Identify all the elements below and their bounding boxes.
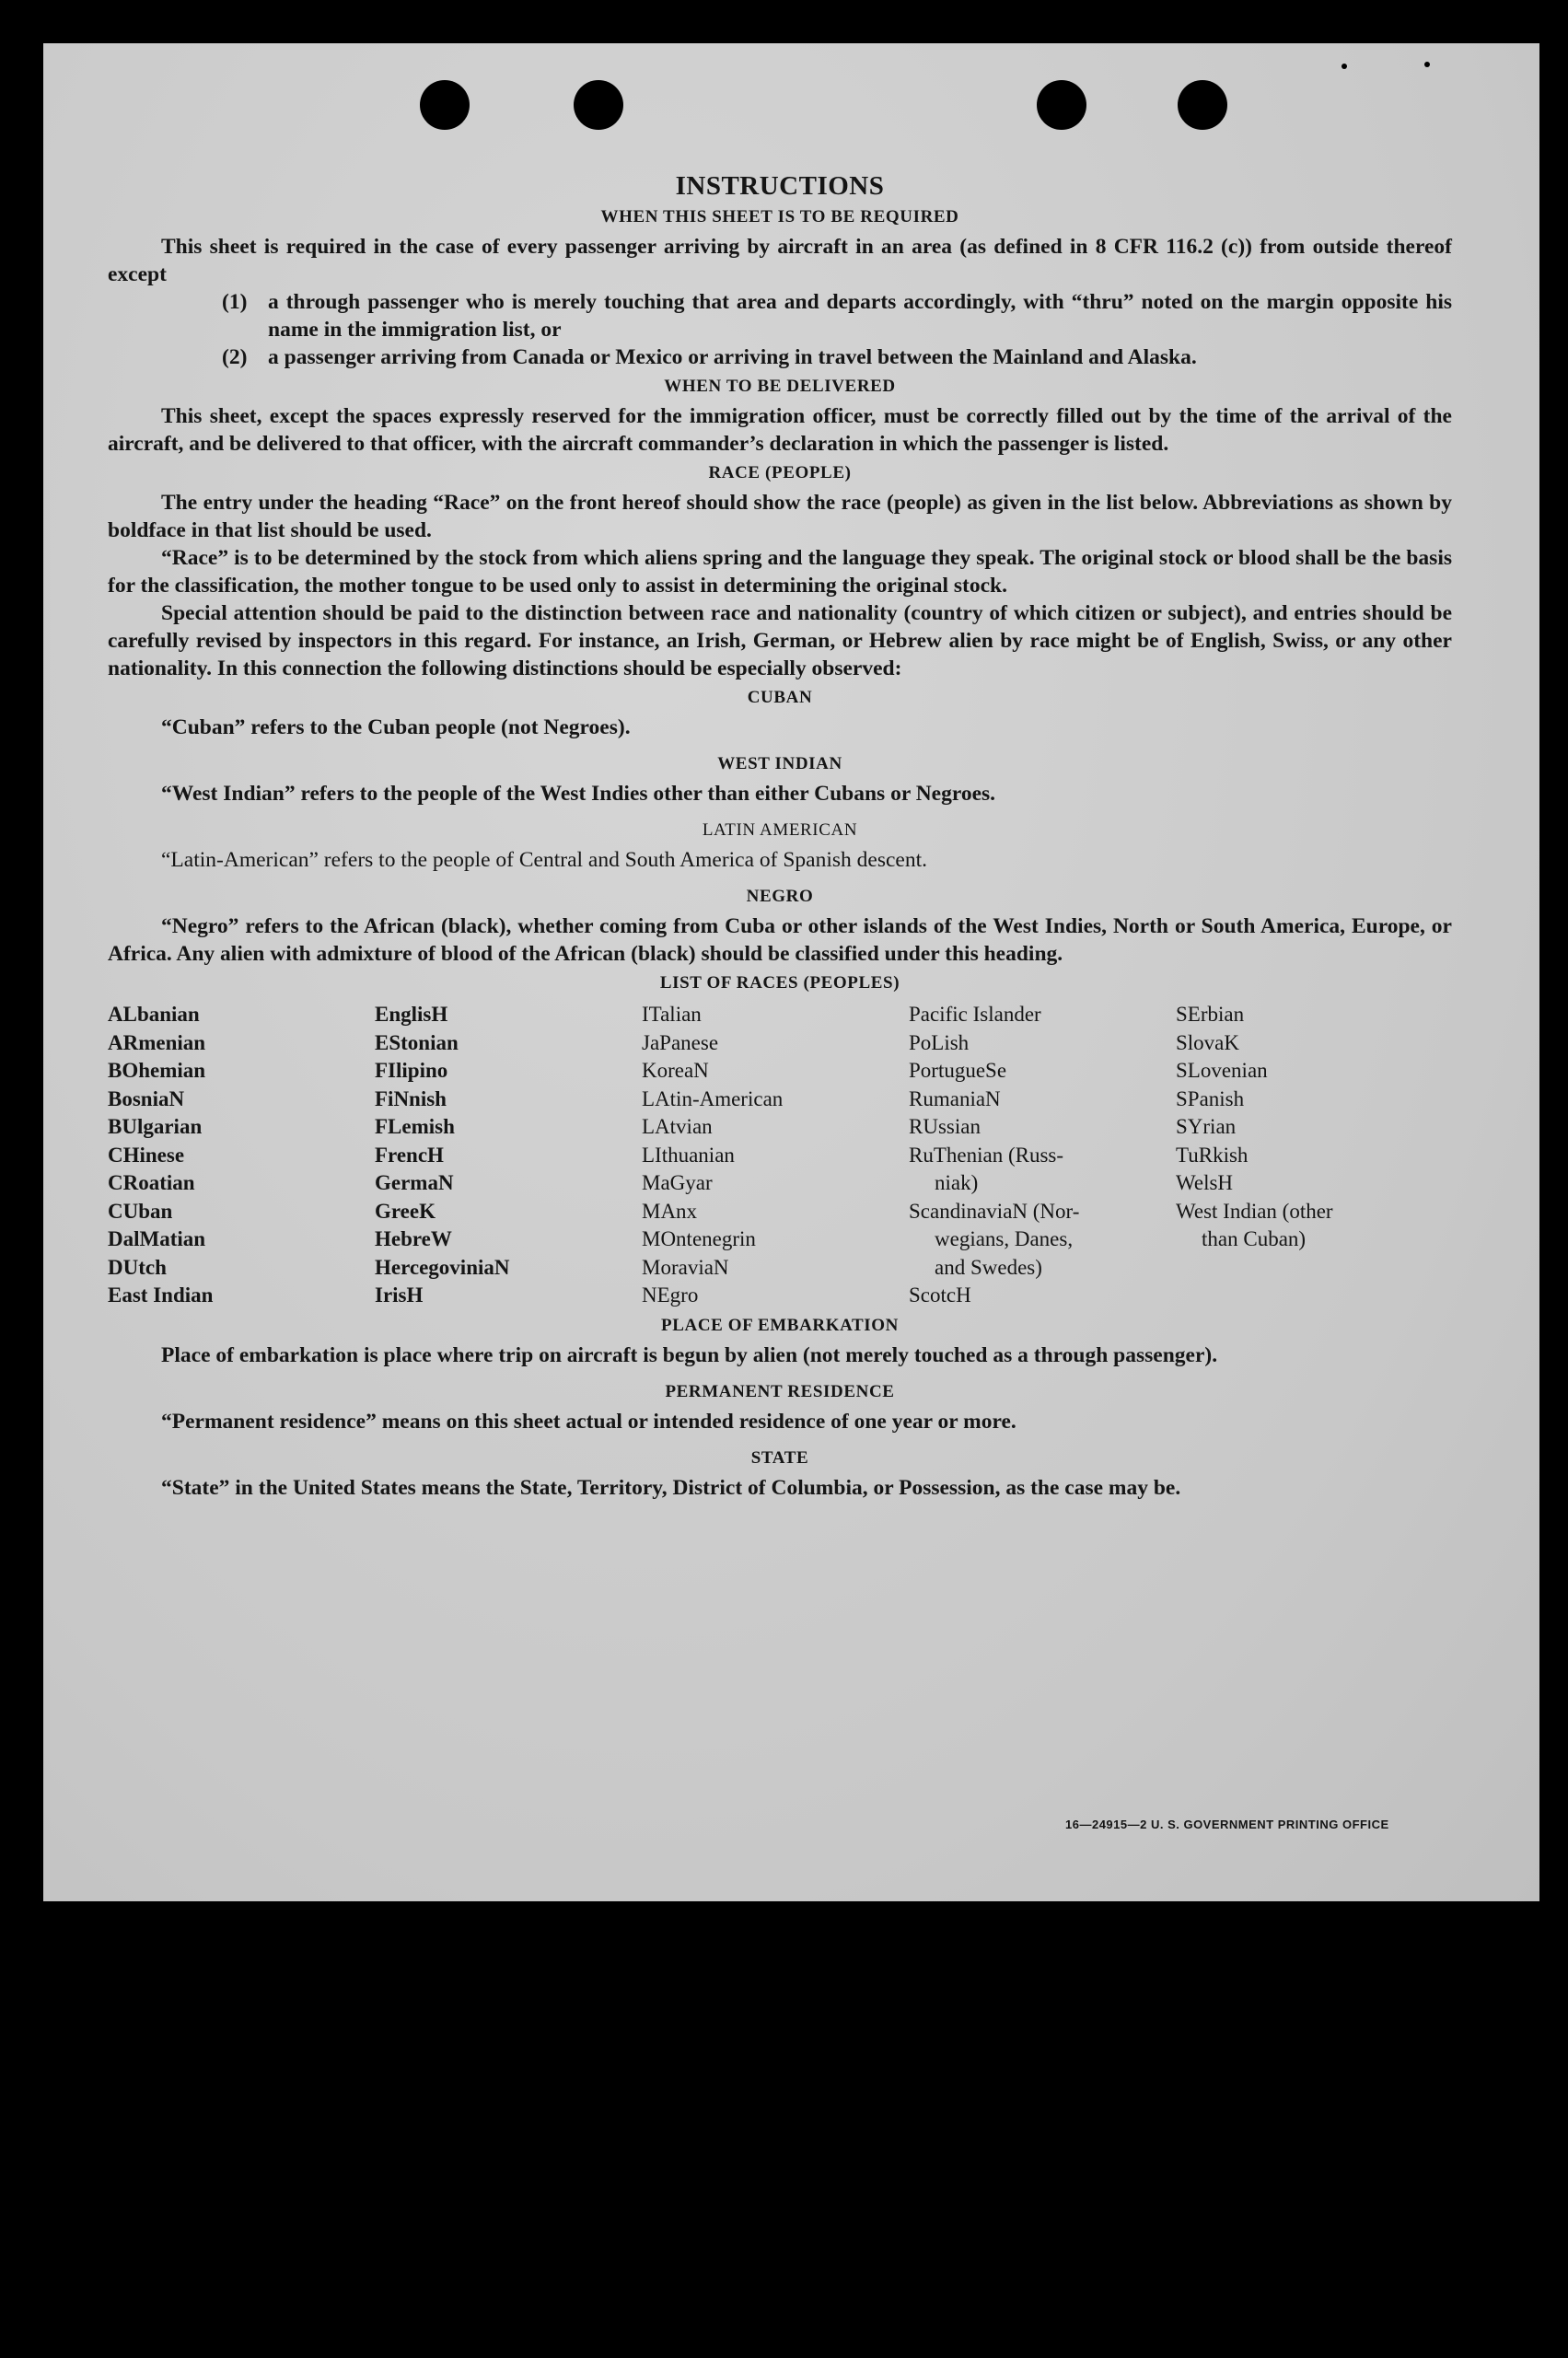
race-entry: FiNnish — [375, 1086, 447, 1110]
heading-when-required: WHEN THIS SHEET IS TO BE REQUIRED — [600, 207, 959, 227]
race-entry: ScotcH — [909, 1284, 971, 1307]
race-entry: RUssian — [909, 1115, 981, 1138]
race-entry: DalMatian — [108, 1227, 206, 1250]
race-column-1 — [108, 1001, 375, 1310]
race-entry: TuRkish — [1176, 1143, 1249, 1167]
race-entry: SPanish — [1176, 1086, 1245, 1110]
required-intro: This sheet is required in the case of every passenger arriving by aircraft in an area (as defined in 8 CFR 116.2 (c)) from outside thereof except — [108, 235, 1452, 286]
heading-list-of-races: LIST OF RACES (PEOPLES) — [659, 973, 900, 993]
race-entry: ITalian — [642, 1003, 702, 1026]
race-entry: FrencH — [375, 1143, 444, 1167]
printer-imprint: 16—24915—2 U. S. GOVERNMENT PRINTING OFFICE — [1065, 1818, 1389, 1831]
race-entry: CHinese — [108, 1143, 185, 1167]
race-entry: SlovaK — [1176, 1030, 1239, 1054]
race-entry: LAtvian — [642, 1115, 713, 1138]
race-column-2 — [375, 1001, 642, 1310]
race-entry: LIthuanian — [642, 1143, 735, 1167]
race-entry: MoraviaN — [642, 1255, 729, 1279]
race-entry: BUlgarian — [108, 1115, 203, 1138]
race-entry: NEgro — [642, 1284, 699, 1307]
race-list-table — [108, 1001, 1452, 1310]
heading-state: STATE — [750, 1447, 809, 1468]
heading-west-indian: WEST INDIAN — [717, 754, 842, 773]
race-entry: West Indian (other — [1176, 1199, 1333, 1223]
heading-permanent-residence: PERMANENT RESIDENCE — [665, 1381, 895, 1401]
race-entry: GreeK — [375, 1199, 436, 1223]
race-entry: MaGyar — [642, 1171, 713, 1194]
heading-race: RACE (PEOPLE) — [708, 463, 852, 482]
race-column-4 — [909, 1001, 1176, 1310]
scan-speck — [1342, 64, 1347, 69]
race-column-3 — [642, 1001, 909, 1310]
race-entry: IrisH — [375, 1284, 424, 1307]
race-entry: EnglisH — [375, 1003, 448, 1026]
race-entry: FIlipino — [375, 1059, 448, 1082]
race-entry: ARmenian — [108, 1030, 206, 1054]
race-entry: ScandinaviaN (Nor- — [909, 1199, 1080, 1223]
scanned-document-sheet — [43, 43, 1539, 1901]
race-entry: DUtch — [108, 1255, 167, 1279]
instructions-body — [108, 170, 1452, 1502]
west-indian-text: “West Indian” refers to the people of the West Indies other than either Cubans or Negroes. — [161, 782, 996, 806]
race-entry: MOntenegrin — [642, 1227, 756, 1250]
race-entry: niak) — [935, 1171, 979, 1194]
punch-hole — [1037, 80, 1086, 130]
race-entry: RumaniaN — [909, 1086, 1001, 1110]
race-paragraph-2: “Race” is to be determined by the stock from which aliens spring and the language they speak. The original stock or blood shall be the basis for the classification, the mother tongue to be used only to assist in determining the original stock. — [108, 546, 1452, 598]
race-entry: JaPanese — [642, 1030, 719, 1054]
punch-hole — [1178, 80, 1227, 130]
race-entry: BOhemian — [108, 1059, 206, 1082]
race-entry: than Cuban) — [1202, 1227, 1307, 1250]
race-entry: wegians, Danes, — [935, 1227, 1074, 1250]
exception-number: (1) — [222, 290, 248, 314]
residence-text: “Permanent residence” means on this sheet actual or intended residence of one year or more. — [161, 1409, 1016, 1434]
race-entry: FLemish — [375, 1115, 455, 1138]
race-entry: PoLish — [909, 1030, 970, 1054]
heading-negro: NEGRO — [746, 887, 814, 906]
exception-number: (2) — [222, 345, 248, 369]
race-entry: SErbian — [1176, 1003, 1245, 1026]
race-entry: EStonian — [375, 1030, 459, 1054]
race-entry: and Swedes) — [935, 1255, 1042, 1279]
exception-text: a passenger arriving from Canada or Mexico or arriving in travel between the Mainland and Alaska. — [268, 345, 1197, 369]
exception-item — [222, 343, 1452, 371]
race-entry: Pacific Islander — [909, 1003, 1041, 1026]
race-paragraph-1: The entry under the heading “Race” on the front hereof should show the race (people) as given in the list below. Abbreviations as shown by boldface in that list should be used. — [108, 491, 1452, 542]
latin-american-text: “Latin-American” refers to the people of Central and South America of Spanish descent. — [161, 848, 928, 872]
race-entry: MAnx — [642, 1199, 698, 1223]
race-entry: LAtin-American — [642, 1086, 784, 1110]
heading-latin-american: LATIN AMERICAN — [702, 820, 858, 840]
punch-hole — [574, 80, 623, 130]
negro-text: “Negro” refers to the African (black), whether coming from Cuba or other islands of the West Indies, North or South America, Europe, or Africa. Any alien with admixture of blood of the African (black) should be classified under this heading. — [108, 914, 1452, 966]
race-paragraph-3: Special attention should be paid to the distinction between race and nationality (country of which citizen or subject), and entries should be carefully revised by inspectors in this regard. For instance, an Irish, German, or Hebrew alien by race might be of English, Swiss, or any other nationality. In this connection the following distinctions should be especially observed: — [108, 601, 1452, 680]
exception-text: a through passenger who is merely touching that area and departs accordingly, with “thru” noted on the margin opposite his name in the immigration list, or — [268, 290, 1452, 342]
race-entry: PortugueSe — [909, 1059, 1007, 1082]
state-text: “State” in the United States means the State, Territory, District of Columbia, or Possession, as the case may be. — [161, 1475, 1181, 1500]
race-column-5 — [1176, 1001, 1397, 1310]
race-entry: BosniaN — [108, 1086, 185, 1110]
heading-cuban: CUBAN — [747, 688, 813, 707]
race-entry: SLovenian — [1176, 1059, 1268, 1082]
race-entry: RuThenian (Russ- — [909, 1143, 1064, 1167]
race-entry: CRoatian — [108, 1171, 195, 1194]
race-entry: KoreaN — [642, 1059, 709, 1082]
exception-item — [222, 288, 1452, 343]
heading-embarkation: PLACE OF EMBARKATION — [661, 1315, 899, 1335]
race-entry: CUban — [108, 1199, 173, 1223]
race-entry: GermaN — [375, 1171, 454, 1194]
heading-when-delivered: WHEN TO BE DELIVERED — [664, 377, 896, 396]
race-entry: HercegoviniaN — [375, 1255, 510, 1279]
punch-hole — [420, 80, 470, 130]
race-entry: SYrian — [1176, 1115, 1237, 1138]
race-entry: ALbanian — [108, 1003, 200, 1026]
document-title: INSTRUCTIONS — [675, 171, 885, 201]
embarkation-text: Place of embarkation is place where trip on aircraft is begun by alien (not merely touched as a through passenger). — [161, 1342, 1218, 1367]
delivered-text: This sheet, except the spaces expressly reserved for the immigration officer, must be correctly filled out by the time of the arrival of the aircraft, and be delivered to that officer, with the aircraft commander’s declaration in which the passenger is listed. — [108, 404, 1452, 456]
race-entry: East Indian — [108, 1284, 214, 1307]
scan-speck — [1424, 62, 1430, 67]
race-entry: WelsH — [1176, 1171, 1234, 1194]
cuban-text: “Cuban” refers to the Cuban people (not Negroes). — [161, 715, 631, 739]
race-entry: HebreW — [375, 1227, 452, 1250]
